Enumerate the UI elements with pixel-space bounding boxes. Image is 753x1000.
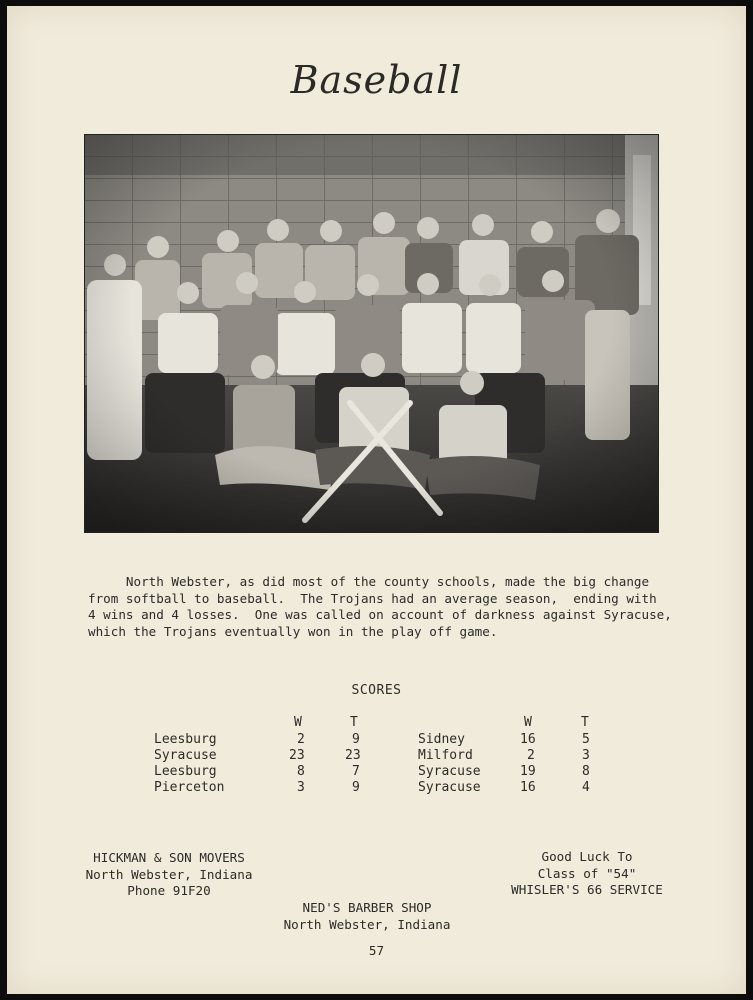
wins-value: 19 [520, 764, 536, 779]
scores-heading: SCORES [351, 683, 402, 698]
trojans-value: 8 [582, 764, 590, 779]
page-title: Baseball [290, 58, 463, 102]
team-name: Syracuse [154, 748, 217, 763]
team-name: Sidney [418, 732, 465, 747]
trojans-value: 23 [345, 748, 361, 763]
ad-line: North Webster, Indiana [283, 916, 451, 932]
ad-line: HICKMAN & SON MOVERS [93, 850, 245, 865]
team-name: Leesburg [154, 732, 217, 747]
column-header-w: W [524, 715, 532, 730]
ad-whislers-service [486, 849, 688, 899]
ad-line: Phone 91F20 [127, 883, 211, 898]
trojans-value: 7 [352, 764, 360, 779]
ad-line: NED'S BARBER SHOP [302, 900, 432, 915]
wins-value: 2 [297, 732, 305, 747]
scores-table-right [418, 715, 618, 805]
team-photo [84, 134, 659, 533]
trojans-value: 3 [582, 748, 590, 763]
scores-table-left [154, 715, 374, 805]
column-header-w: W [294, 715, 302, 730]
paragraph-line: North Webster, as did most of the county schools, made the big change [88, 574, 650, 589]
ad-neds-barber-shop [264, 900, 470, 933]
team-name: Pierceton [154, 780, 225, 795]
column-header-t: T [350, 715, 358, 730]
ad-hickman-movers [60, 850, 278, 900]
team-name: Leesburg [154, 764, 217, 779]
ad-line: Good Luck To [541, 849, 633, 864]
page-number: 57 [368, 943, 385, 958]
trojans-value: 4 [582, 780, 590, 795]
team-name: Milford [418, 748, 473, 763]
team-name: Syracuse [418, 780, 481, 795]
paragraph-line: which the Trojans eventually won in the play off game. [88, 623, 498, 639]
trojans-value: 9 [352, 780, 360, 795]
wins-value: 8 [297, 764, 305, 779]
trojans-value: 9 [352, 732, 360, 747]
column-header-t: T [581, 715, 589, 730]
wins-value: 23 [289, 748, 305, 763]
wins-value: 3 [297, 780, 305, 795]
wins-value: 16 [520, 732, 536, 747]
ad-line: Class of "54" [537, 865, 637, 881]
article-paragraph [88, 574, 672, 640]
paragraph-line: from softball to baseball. The Trojans had an average season, ending with [88, 590, 657, 606]
wins-value: 16 [520, 780, 536, 795]
ad-line: WHISLER'S 66 SERVICE [511, 882, 663, 897]
trojans-value: 5 [582, 732, 590, 747]
wins-value: 2 [527, 748, 535, 763]
ad-line: North Webster, Indiana [85, 866, 253, 882]
paragraph-line: 4 wins and 4 losses. One was called on account of darkness against Syracuse, [88, 607, 672, 622]
team-name: Syracuse [418, 764, 481, 779]
